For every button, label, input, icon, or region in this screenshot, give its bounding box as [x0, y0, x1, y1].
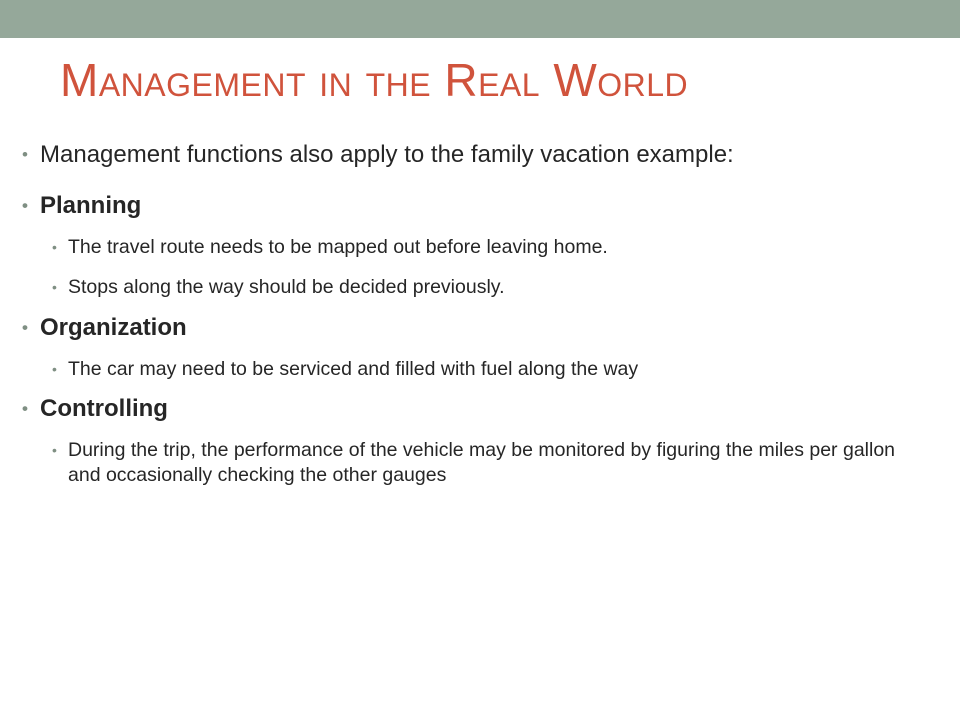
bullet-dot-icon: • — [22, 145, 28, 164]
slide-content — [22, 138, 932, 488]
sub-bullet-stops-text: Stops along the way should be decided previously. — [68, 276, 505, 298]
bullet-controlling — [22, 392, 932, 425]
sub-bullet-travel-route — [22, 235, 932, 260]
bullet-dot-icon: • — [22, 196, 28, 215]
sub-bullet-dot-icon: • — [52, 361, 57, 377]
sub-bullet-car-service-text: The car may need to be serviced and filled with fuel along the way — [68, 358, 639, 380]
sub-bullet-trip-monitoring-text: During the trip, the performance of the vehicle may be monitored by figuring the miles per gallon and occasionally checking the other gauges — [68, 439, 896, 486]
slide-title: Management in the Real World — [60, 54, 689, 106]
bullet-dot-icon: • — [22, 318, 28, 337]
sub-bullet-stops — [22, 275, 932, 300]
sub-bullet-travel-route-text: The travel route needs to be mapped out before leaving home. — [68, 236, 608, 258]
bullet-organization — [22, 311, 932, 344]
bullet-intro — [22, 138, 932, 171]
top-accent-bar — [0, 0, 960, 38]
sub-bullet-dot-icon: • — [52, 442, 57, 458]
sub-bullet-car-service — [22, 357, 932, 382]
bullet-organization-text: Organization — [40, 314, 187, 341]
bullet-controlling-text: Controlling — [40, 395, 168, 422]
bullet-planning-text: Planning — [40, 192, 142, 219]
bullet-planning — [22, 189, 932, 222]
sub-bullet-dot-icon: • — [52, 239, 57, 255]
bullet-dot-icon: • — [22, 399, 28, 418]
sub-bullet-trip-monitoring — [22, 438, 932, 488]
sub-bullet-dot-icon: • — [52, 279, 57, 295]
bullet-intro-text: Management functions also apply to the family vacation example: — [40, 141, 734, 168]
